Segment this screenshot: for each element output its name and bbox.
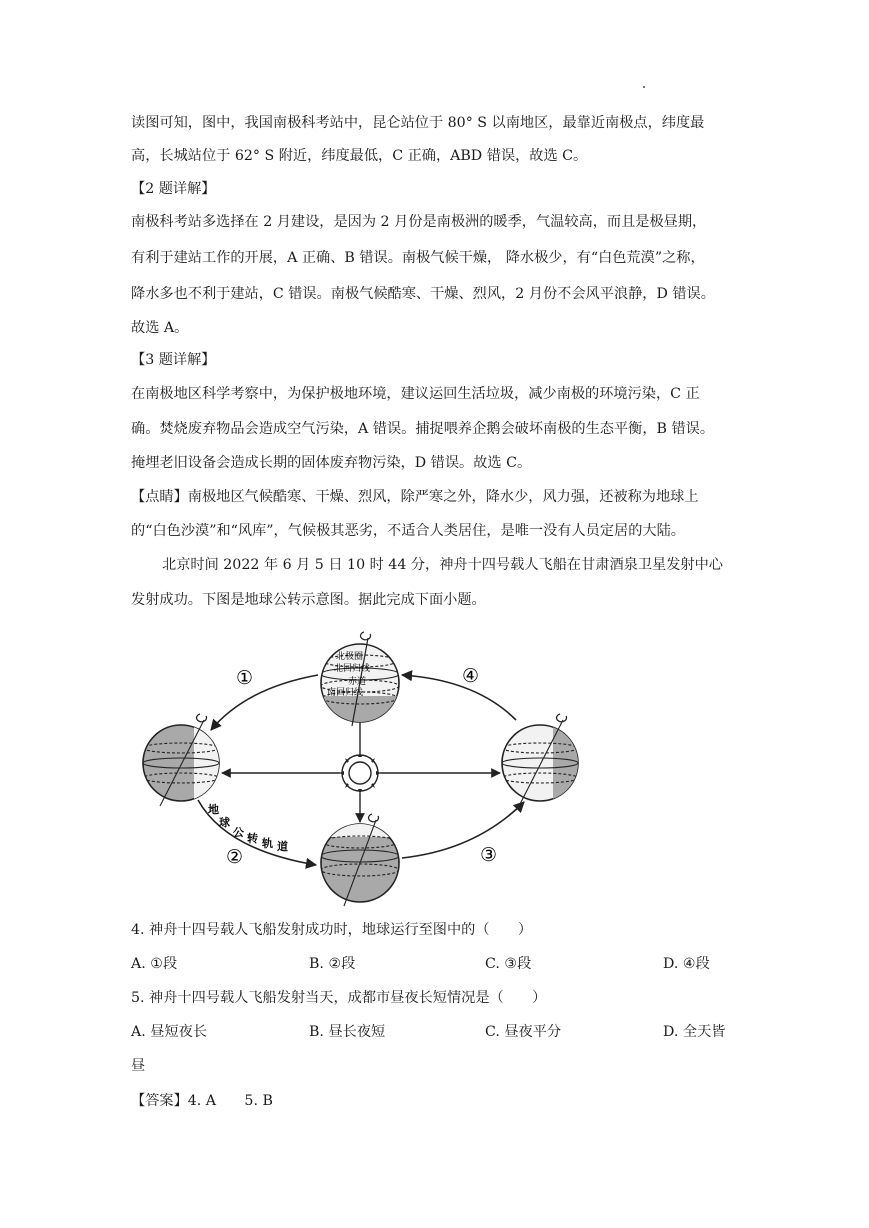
para1-line1: 读图可知，图中，我国南极科考站中，昆仑站位于 80° S 以南地区，最靠近南极点，纬度最 bbox=[131, 115, 705, 131]
globe-left bbox=[143, 714, 234, 806]
para3-line1: 在南极地区科学考察中，为保护极地环境，建议运回生活垃圾，减少南极的环境污染，C 正 bbox=[131, 386, 700, 402]
para3-line2: 确。焚烧废弃物品会造成空气污染，A 错误。捕捉喂养企鹅会破坏南极的生态平衡，B 错误。 bbox=[131, 421, 715, 437]
question-4-stem: 4. 神舟十四号载人飞船发射成功时，地球运行至图中的（ ） bbox=[131, 922, 533, 938]
question-4-option-b: B. ②段 bbox=[309, 956, 356, 972]
question-5-option-d: D. 全天皆 bbox=[663, 1024, 726, 1040]
question-5-option-a: A. 昼短夜长 bbox=[131, 1024, 208, 1040]
globe-top bbox=[321, 632, 399, 736]
label-seg2: ② bbox=[226, 846, 244, 868]
tip-line2: 的“白色沙漠”和“风库”，气候极其恶劣，不适合人类居住，是唯一没有人员定居的大陆。 bbox=[131, 523, 685, 539]
question-4-option-d: D. ④段 bbox=[663, 956, 710, 972]
heading-q2-detail: 【2 题详解】 bbox=[131, 181, 216, 197]
label-seg3: ③ bbox=[480, 844, 498, 866]
globe-right bbox=[502, 714, 583, 806]
answer-line: 【答案】4. A 5. B bbox=[131, 1093, 273, 1109]
label-seg4: ④ bbox=[462, 665, 480, 687]
globe-bottom bbox=[321, 814, 399, 906]
page-dot bbox=[643, 86, 645, 88]
label-tropic-capricorn: 南回归线 bbox=[327, 688, 364, 698]
heading-q3-detail: 【3 题详解】 bbox=[131, 352, 216, 368]
question-5-option-d-wrap: 昼 bbox=[131, 1058, 146, 1074]
label-orbit-char-6: 道 bbox=[277, 840, 288, 853]
label-north-polar-circle: 北极圈 bbox=[336, 652, 364, 662]
label-orbit-char-1: 地 bbox=[208, 803, 219, 816]
para2-line2: 有利于建站工作的开展，A 正确、B 错误。南极气候干燥， 降水极少，有“白色荒漠”之称， bbox=[131, 250, 705, 266]
para1-line2: 高，长城站位于 62° S 附近，纬度最低，C 正确，ABD 错误，故选 C。 bbox=[131, 148, 588, 164]
question-4-option-a: A. ①段 bbox=[131, 956, 178, 972]
sun-icon bbox=[339, 752, 381, 794]
question-4-option-c: C. ③段 bbox=[485, 956, 532, 972]
label-orbit-char-5: 轨 bbox=[262, 837, 273, 850]
earth-revolution-diagram bbox=[136, 618, 586, 908]
label-orbit-char-3: 公 bbox=[233, 826, 244, 839]
tip-line1: 【点睛】南极地区气候酷寒、干燥、烈风，除严寒之外，降水少，风力强，还被称为地球上 bbox=[131, 489, 699, 505]
para2-line1: 南极科考站多选择在 2 月建设，是因为 2 月份是南极洲的暖季，气温较高，而且是极昼期， bbox=[131, 214, 707, 230]
orbit-arc-3 bbox=[402, 802, 524, 858]
para3-line3: 掩埋老旧设备会造成长期的固体废弃物污染，D 错误。故选 C。 bbox=[131, 455, 532, 471]
question-5-option-c: C. 昼夜平分 bbox=[485, 1024, 562, 1040]
label-equator: 赤道 bbox=[348, 677, 367, 687]
intro-line2: 发射成功。下图是地球公转示意图。据此完成下面小题。 bbox=[131, 592, 486, 608]
question-5-stem: 5. 神舟十四号载人飞船发射当天，成都市昼夜长短情况是（ ） bbox=[131, 990, 547, 1006]
label-orbit-char-4: 转 bbox=[247, 832, 258, 845]
para2-line4: 故选 A。 bbox=[131, 320, 189, 336]
label-tropic-cancer: 北回归线 bbox=[334, 664, 371, 674]
label-seg1: ① bbox=[236, 667, 254, 689]
question-5-option-b: B. 昼长夜短 bbox=[309, 1024, 386, 1040]
orbit-arc-1 bbox=[211, 675, 318, 730]
intro-line1: 北京时间 2022 年 6 月 5 日 10 时 44 分，神舟十四号载人飞船在甘肃酒泉卫星发射中心 bbox=[162, 557, 723, 573]
para2-line3: 降水多也不利于建站，C 错误。南极气候酷寒、干燥、烈风，2 月份不会风平浪静，D 错误。 bbox=[131, 286, 715, 302]
label-orbit-char-2: 球 bbox=[219, 816, 230, 829]
orbit-arc-4 bbox=[402, 675, 516, 720]
